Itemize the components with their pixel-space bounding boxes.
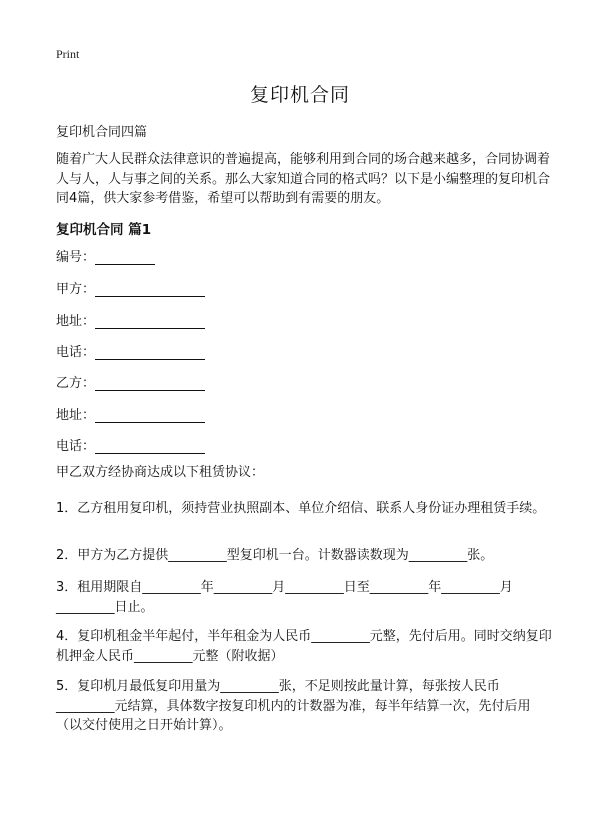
intro-paragraph: 随着广大人民群众法律意识的普遍提高，能够利用到合同的场合越来越多，合同协调着人与人，人与事之间的关系。那么大家知道合同的格式吗？以下是小编整理的复印机合同4篇，供大家参考借鉴，希望可以帮助到有需要的朋友。 (56, 152, 551, 206)
clause-5: 5．复印机月最低复印用量为_________张，不足则按此量计算，每张按人民币_________元结算，具体数字按复印机内的计数器为准，每半年结算一次，先付后用（以交付使用之日开始计算）。 (56, 679, 531, 733)
clause-4: 4．复印机租金半年起付，半年租金为人民币_________元整，先付后用。同时交纳复印机押金人民币_________元整（附收据） (56, 629, 552, 664)
document-subtitle: 复印机合同四篇 (56, 125, 148, 140)
fill-in-blank (95, 376, 205, 391)
field-label: 甲方： (56, 282, 96, 297)
field-label: 电话： (56, 345, 96, 360)
document-title: 复印机合同 (249, 84, 350, 106)
print-link[interactable]: Print (56, 47, 80, 61)
field-party-a (56, 279, 205, 297)
fill-in-blank (95, 408, 205, 423)
fill-in-blank (95, 345, 205, 360)
field-party-a-address (56, 311, 205, 329)
clause-2: 2．甲方为乙方提供_________型复印机一台。计数器读数现为_________张。 (56, 548, 494, 563)
clause-1: 1．乙方租用复印机，须持营业执照副本、单位介绍信、联系人身份证办理租赁手续。 (56, 501, 546, 516)
clause-3: 3．租用期限自_________年_________月_________日至_________年_________月_________日止。 (56, 580, 513, 615)
field-label: 编号： (56, 250, 96, 265)
fill-in-blank (95, 250, 155, 265)
field-number (56, 247, 155, 265)
field-label: 地址： (56, 314, 96, 329)
field-party-a-phone (56, 342, 205, 360)
fill-in-blank (95, 439, 205, 454)
section-title: 复印机合同 篇1 (56, 222, 152, 238)
fill-in-blank (95, 314, 205, 329)
agreement-intro: 甲乙双方经协商达成以下租赁协议： (56, 465, 265, 480)
field-label: 乙方： (56, 376, 96, 391)
field-label: 地址： (56, 408, 96, 423)
field-party-b-address (56, 405, 205, 423)
field-party-b (56, 373, 205, 391)
field-label: 电话： (56, 439, 96, 454)
field-party-b-phone (56, 436, 205, 454)
fill-in-blank (95, 282, 205, 297)
